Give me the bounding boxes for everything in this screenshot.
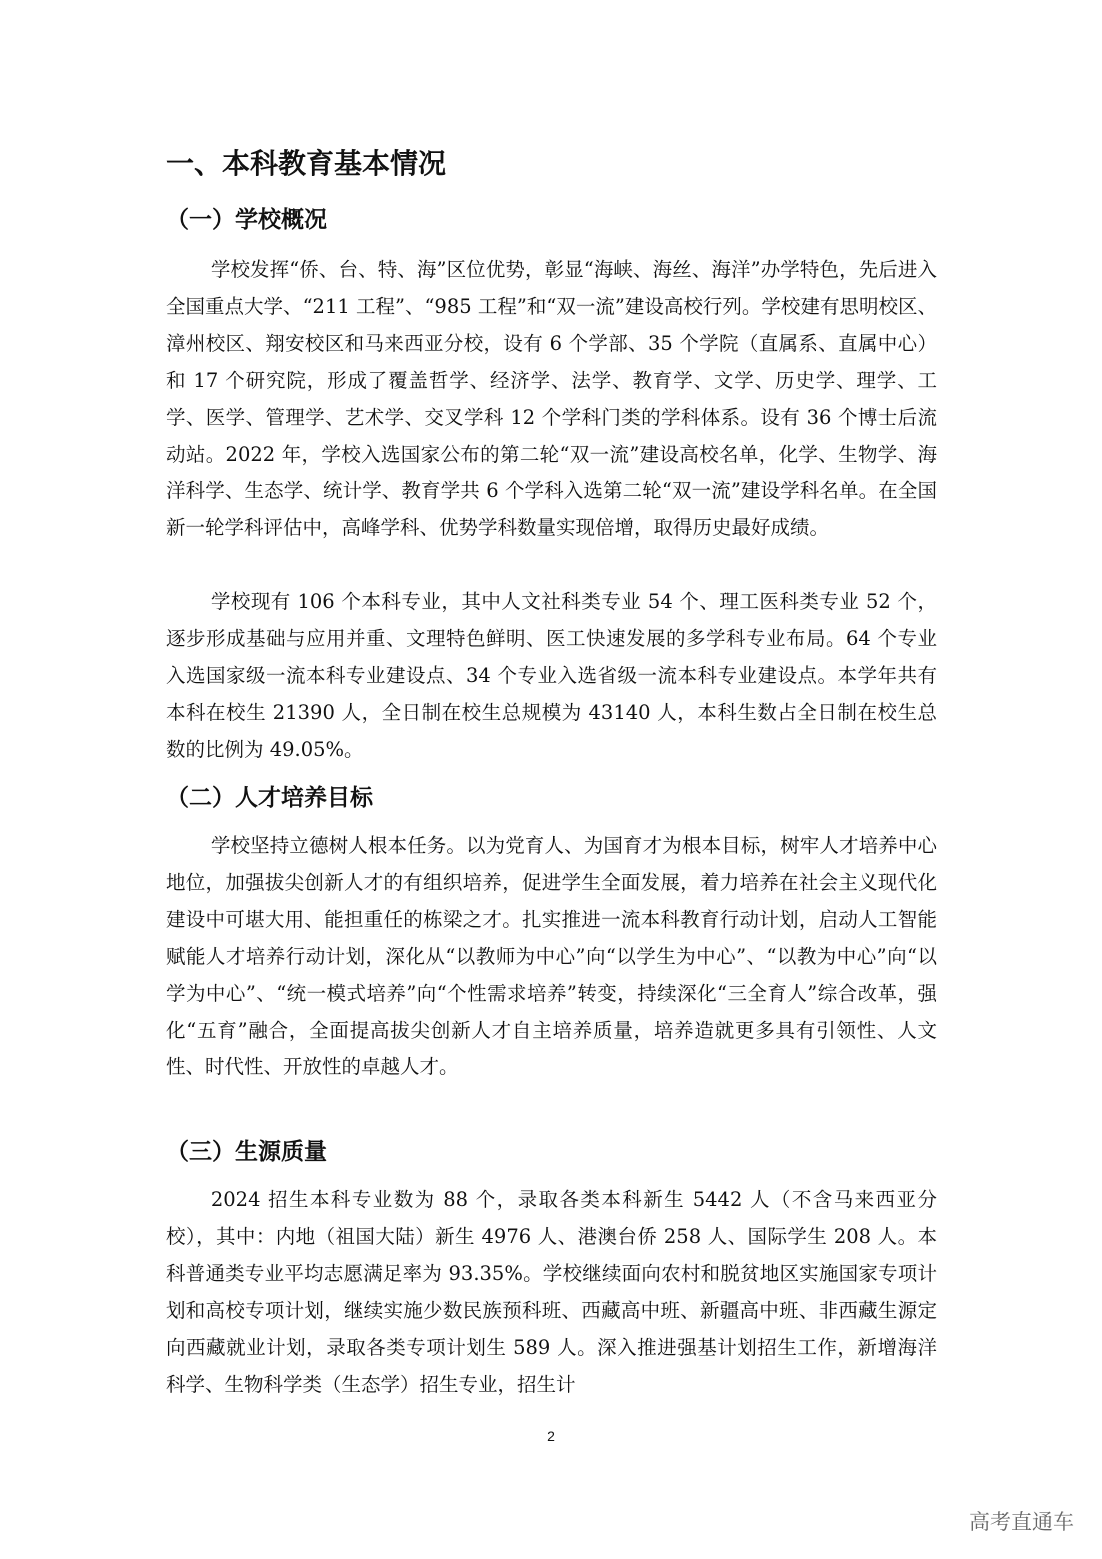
main-heading: 一、本科教育基本情况 [166, 147, 447, 180]
watermark-text: 高考直通车 [969, 1510, 1074, 1534]
paragraph-overview-2: 学校现有 106 个本科专业，其中人文社科类专业 54 个、理工医科类专业 52 个，逐步形成基础与应用并重、文理特色鲜明、医工快速发展的多学科专业布局。64 个专业入选国家级一流本科专业建设点、34 个专业入选省级一流本科专业建设点。本学年共有本科在校生 21390 人，全日制在校生总规模为 43140 人，本科生数占全日制在校生总数的比例为 49.05%。 [166, 590, 937, 761]
paragraph-enrollment-1: 2024 招生本科专业数为 88 个，录取各类本科新生 5442 人（不含马来西亚分校），其中：内地（祖国大陆）新生 4976 人、港澳台侨 258 人、国际学生 208 人。本科普通类专业平均志愿满足率为 93.35%。学校继续面向农村和脱贫地区实施国家专项计划和高校专项计划，继续实施少数民族预科班、西藏高中班、新疆高中班、非西藏生源定向西藏就业计划，录取各类专项计划生 589 人。深入推进强基计划招生工作，新增海洋科学、生物科学类（生态学）招生专业，招生计 [166, 1188, 937, 1396]
section-title-overview: （一）学校概况 [166, 207, 327, 233]
page-number: 2 [547, 1428, 555, 1444]
paragraph-goals-1: 学校坚持立德树人根本任务。以为党育人、为国育才为根本目标，树牢人才培养中心地位，加强拔尖创新人才的有组织培养，促进学生全面发展，着力培养在社会主义现代化建设中可堪大用、能担重任的栋梁之才。扎实推进一流本科教育行动计划，启动人工智能赋能人才培养行动计划，深化从“以教师为中心”向“以学生为中心”、“以教为中心”向“以学为中心”、“统一模式培养”向“个性需求培养”转变，持续深化“三全育人”综合改革，强化“五育”融合，全面提高拔尖创新人才自主培养质量，培养造就更多具有引领性、人文性、时代性、开放性的卓越人才。 [166, 834, 937, 1079]
paragraph-overview-1: 学校发挥“侨、台、特、海”区位优势，彰显“海峡、海丝、海洋”办学特色，先后进入全国重点大学、“211 工程”、“985 工程”和“双一流”建设高校行列。学校建有思明校区、漳州校区、翔安校区和马来西亚分校，设有 6 个学部、35 个学院（直属系、直属中心）和 17 个研究院，形成了覆盖哲学、经济学、法学、教育学、文学、历史学、理学、工学、医学、管理学、艺术学、交叉学科 12 个学科门类的学科体系。设有 36 个博士后流动站。2022 年，学校入选国家公布的第二轮“双一流”建设高校名单，化学、生物学、海洋科学、生态学、统计学、教育学共 6 个学科入选第二轮“双一流”建设学科名单。在全国新一轮学科评估中，高峰学科、优势学科数量实现倍增，取得历史最好成绩。 [166, 258, 937, 540]
section-title-goals: （二）人才培养目标 [166, 785, 373, 811]
section-title-enrollment: （三）生源质量 [166, 1139, 327, 1165]
